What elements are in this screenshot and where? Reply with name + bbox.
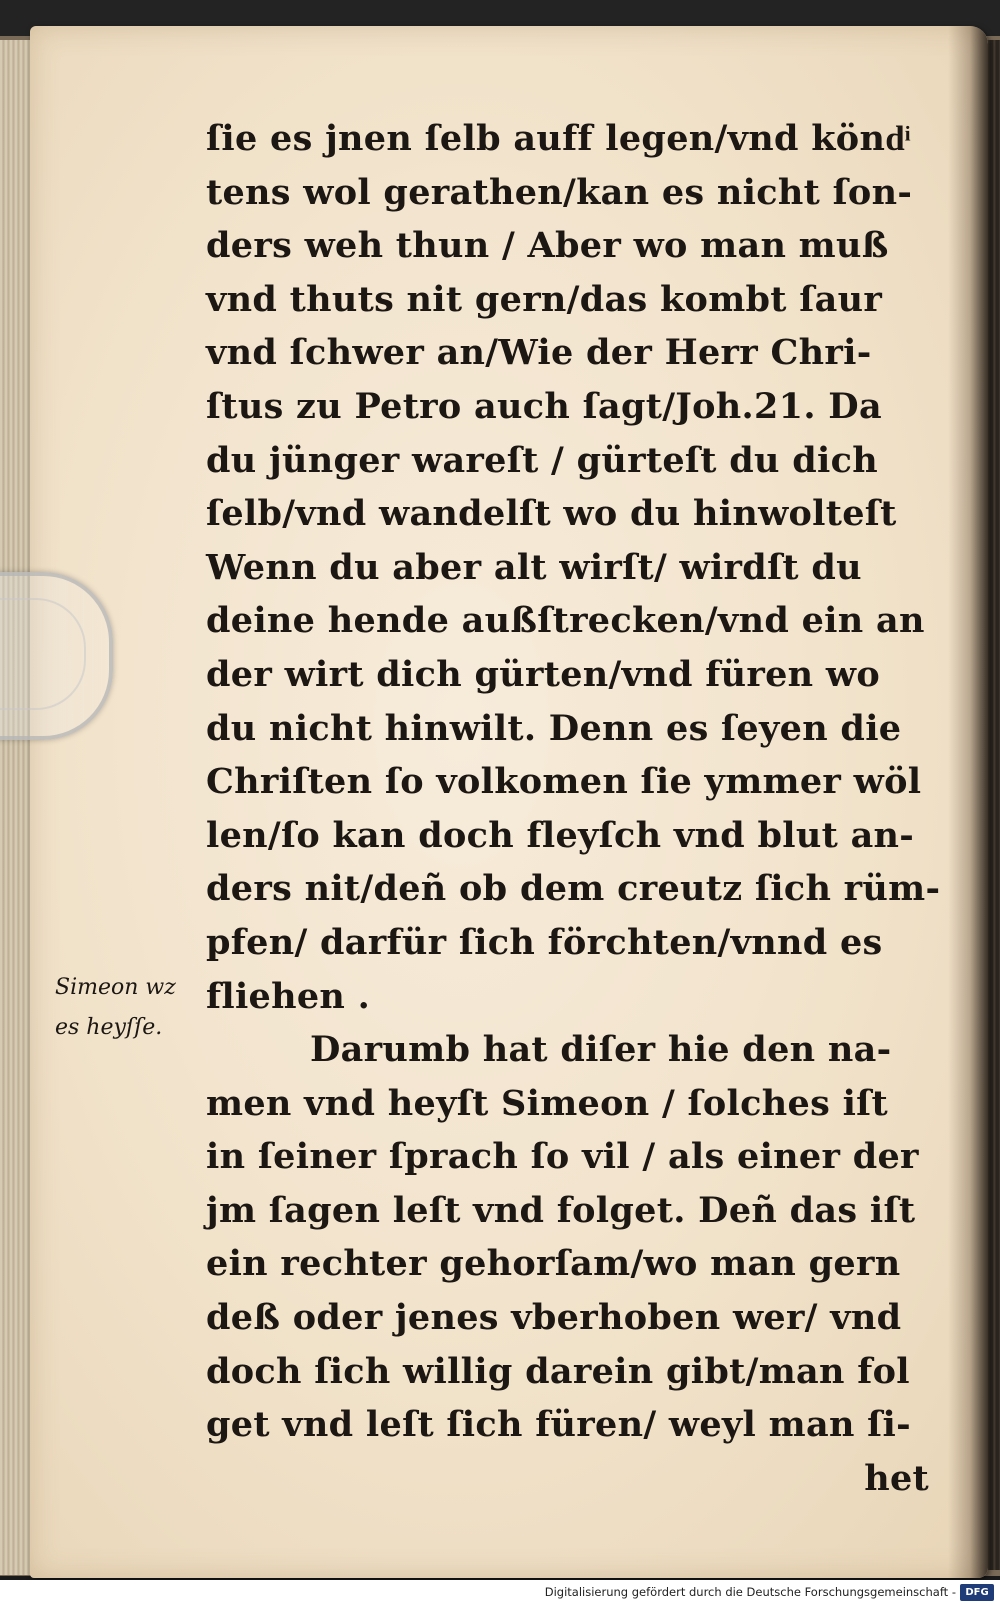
text-line: vnd ſchwer an/Wie der Herr Chri- <box>206 332 872 374</box>
text-line: ſelb/vnd wandelſt wo du hinwolteſt <box>206 493 897 535</box>
marginal-note-line: es heyſſe. <box>55 1015 163 1040</box>
text-line: in ſeiner ſprach ſo vil / als einer der <box>206 1136 919 1178</box>
text-line: du nicht hinwilt. Denn es ſeyen die <box>206 707 902 749</box>
digitization-footer <box>0 1580 1000 1607</box>
text-line: get vnd leſt ſich füren/ weyl man ſi- <box>206 1404 911 1446</box>
page-clip-inner-loop <box>0 598 86 710</box>
text-line: deß oder jenes vberhoben wer/ vnd <box>206 1297 902 1339</box>
text-line: len/ſo kan doch fleyſch vnd blut an- <box>206 814 915 856</box>
text-line: du jünger wareſt / gürteſt du dich <box>206 439 878 481</box>
text-line: ders weh thun / Aber wo man muß <box>206 225 889 267</box>
marginal-note <box>55 968 195 1048</box>
text-line: ſtus zu Petro auch ſagt/Joh.21. Da <box>206 385 882 427</box>
funding-credit: Digitalisierung gefördert durch die Deutsche Forschungsgemeinschaft - <box>544 1585 956 1599</box>
text-line: deine hende außſtrecken/vnd ein an <box>206 600 925 642</box>
page-gutter-shadow <box>948 26 988 1578</box>
text-line: jm ſagen leſt vnd folget. Deñ das iſt <box>206 1189 916 1231</box>
text-line: vnd thuts nit gern/das kombt ſaur <box>206 278 883 320</box>
catchword: het <box>864 1457 929 1499</box>
text-line: Chriſten ſo volkomen ſie ymmer wöl <box>206 761 922 803</box>
text-line: doch ſich willig darein gibt/man fol <box>206 1350 910 1392</box>
text-line: Darumb hat diſer hie den na- <box>310 1029 892 1071</box>
marginal-note-line: Simeon wz <box>55 975 176 1000</box>
page-text-block <box>206 112 941 1505</box>
text-line: ſie es jnen ſelb auff legen/vnd köndͥ <box>206 118 912 159</box>
text-line: pfen/ darfür ſich förchten/vnnd es <box>206 921 883 963</box>
dfg-logo: DFG <box>960 1584 994 1601</box>
text-line: tens wol gerathen/kan es nicht ſon- <box>206 171 913 213</box>
text-line: ein rechter gehorſam/wo man gern <box>206 1243 901 1285</box>
text-line: men vnd heyſt Simeon / ſolches iſt <box>206 1082 888 1124</box>
text-line: fliehen . <box>206 975 371 1017</box>
text-line: ders nit/deñ ob dem creutz ſich rüm- <box>206 868 941 910</box>
text-line: Wenn du aber alt wirſt/ wirdſt du <box>206 546 862 588</box>
text-line: der wirt dich gürten/vnd füren wo <box>206 653 880 695</box>
